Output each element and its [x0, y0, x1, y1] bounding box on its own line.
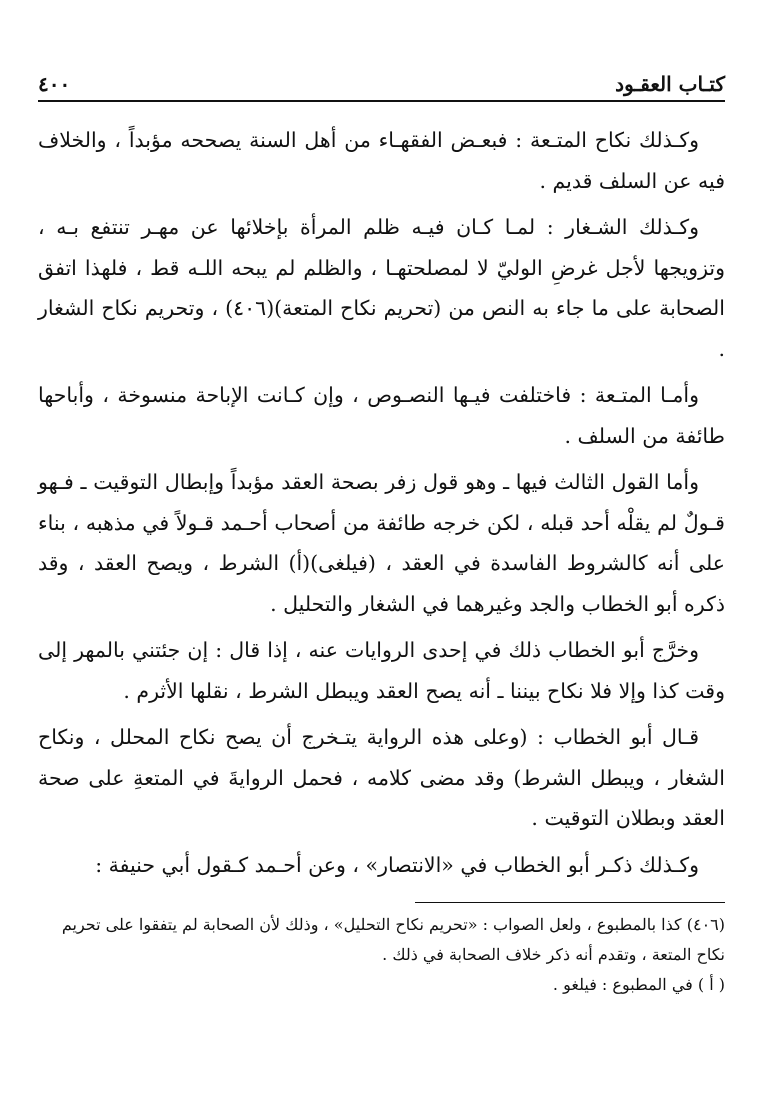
- paragraph: وأمـا المتـعة : فاختلفت فيـها النصـوص ، وإن كـانت الإباحة منسوخة ، وأباحها طائفة من السلف .: [38, 383, 725, 448]
- footnotes: [38, 910, 725, 1000]
- paragraph: وأما القول الثالث فيها ـ وهو قول زفر بصحة العقد مؤبداً وإبطال التوقيت ـ فـهو قـولٌ لم يقلْه أحد قبله ، لكن خرجه طائفة من أصحاب أحـمد قـولاً في مذهبه ، بناء على أنه كالشروط الفاسدة في العقد ، (فيلغى)(أ) الشرط ، ويصح العقد ، وقد ذكره أبو الخطاب والجد وغيرهما في الشغار والتحليل .: [38, 470, 725, 616]
- footnote-divider: [415, 902, 725, 903]
- paragraph: وخرَّج أبو الخطاب ذلك في إحدى الروايات عنه ، إذا قال : إن جئتني بالمهر إلى وقت كذا وإلا فلا نكاح بيننا ـ أنه يصح العقد ويبطل الشرط ، نقلها الأثرم .: [38, 638, 725, 703]
- footnote: ( أ ) في المطبوع : فيلغو .: [552, 975, 725, 994]
- running-title: كتـاب العقـود: [615, 72, 725, 96]
- page-header: [38, 70, 725, 102]
- main-text: [38, 120, 725, 891]
- paragraph: وكـذلك ذكـر أبو الخطاب في «الانتصار» ، وعن أحـمد كـقول أبي حنيفة :: [95, 852, 699, 877]
- footnote: (٤٠٦) كذا بالمطبوع ، ولعل الصواب : «تحريم نكاح التحليل» ، وذلك لأن الصحابة لم يتفقوا على تحريم نكاح المتعة ، وتقدم أنه ذكر خلاف الصحابة في ذلك .: [61, 915, 725, 964]
- paragraph: وكـذلك نكاح المتـعة : فبعـض الفقهـاء من أهل السنة يصححه مؤبداً ، والخلاف فيه عن السلف قديم .: [38, 128, 725, 193]
- paragraph: وكـذلك الشـغار : لمـا كـان فيـه ظلم المرأة بإخلائها عن مهـر تنتفع بـه ، وتزويجها لأجل غرضِ الوليّ لا لمصلحتهـا ، والظلم لم يبحه اللـه قط ، فلهذا اتفق الصحابة على ما جاء به النص من (تحريم نكاح المتعة)(٤٠٦) ، وتحريم نكاح الشغار .: [38, 215, 726, 361]
- page-number: ٤٠٠: [38, 72, 71, 96]
- paragraph: قـال أبو الخطاب : (وعلى هذه الرواية يتـخرج أن يصح نكاح المحلل ، ونكاح الشغار ، ويبطل الشرط) وقد مضى كلامه ، فحمل الروايةَ في المتعةِ على صحة العقد وبطلان التوقيت .: [38, 725, 725, 830]
